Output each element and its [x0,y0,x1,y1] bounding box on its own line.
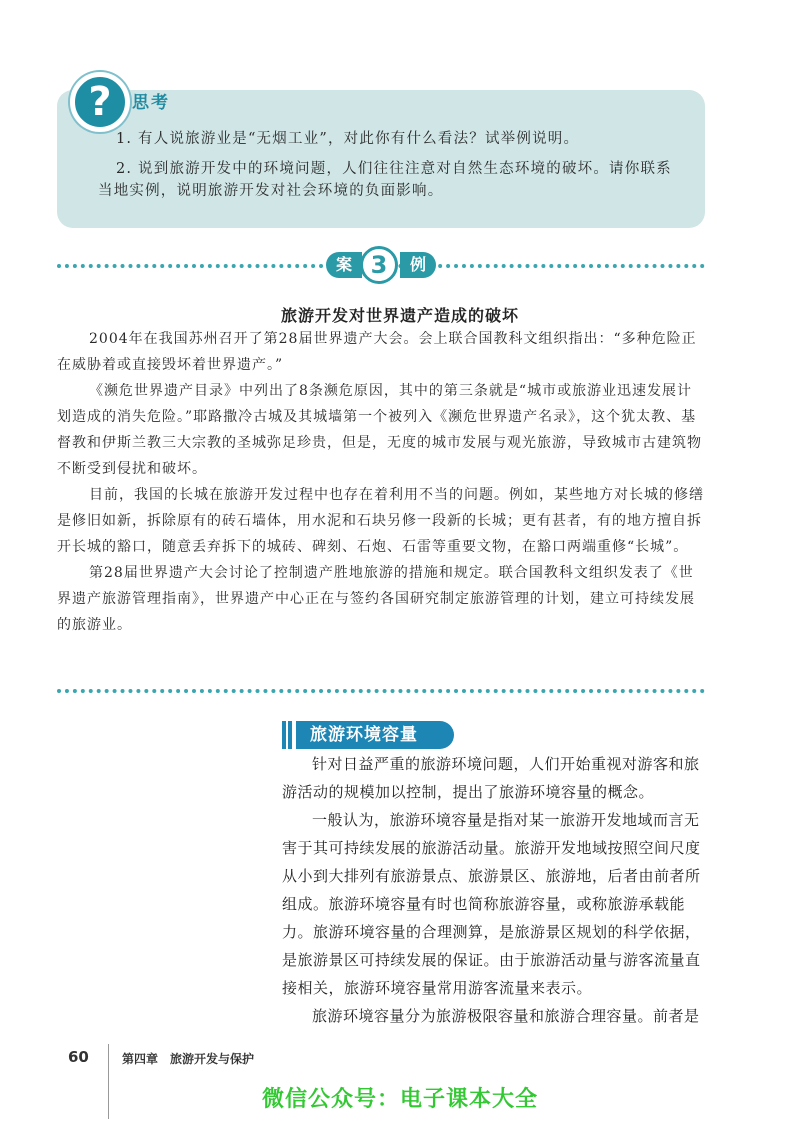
chapter-number: 第四章 [122,1052,159,1066]
body-paragraph: 一般认为，旅游环境容量是指对某一旅游开发地域而言无害于其可持续发展的旅游活动量。旅游开发地域按照空间尺度从小到大排列有旅游景点、旅游景区、旅游地，后者由前者所组成。旅游环境容量有时也简称旅游容量，或称旅游承载能力。旅游环境容量的合理测算，是旅游景区规划的科学依据，是旅游景区可持续发展的保证。由于旅游活动量与游客流量直接相关，旅游环境容量常用游客流量来表示。 [282,811,701,997]
think-question-1: 1. 有人说旅游业是“无烟工业”，对此你有什么看法？试举例说明。 [116,131,580,147]
case-bottom-divider [57,689,705,693]
case-paragraph: 2004年在我国苏州召开了第28届世界遗产大会。会上联合国教科文组织指出：“多种危险正在威胁着或直接毁坏着世界遗产。” [57,331,697,373]
case-label-left: 案 [326,252,362,278]
watermark: 微信公众号：电子课本大全 [261,1087,538,1112]
chapter-title: 旅游开发与保护 [170,1052,255,1066]
think-question-2: 2. 说到旅游开发中的环境问题，人们往往注意对自然生态环境的破坏。请你联系当地实例，说明旅游开发对社会环境的负面影响。 [98,161,672,199]
case-number: 3 [360,246,398,284]
case-label-right: 例 [400,252,436,278]
body-paragraph: 针对日益严重的旅游环境问题，人们开始重视对游客和旅游活动的规模加以控制，提出了旅游环境容量的概念。 [282,755,700,801]
section-bars-icon [282,721,294,749]
section-body [282,750,706,1030]
section-heading [282,721,457,749]
think-title: 思考 [132,93,170,113]
case-body [57,326,705,638]
chapter-label [122,1050,266,1067]
page-number: 60 [68,1048,89,1066]
section-title: 旅游环境容量 [296,721,454,749]
case-paragraph: 第28届世界遗产大会讨论了控制遗产胜地旅游的措施和规定。联合国教科文组织发表了《世界遗产旅游管理指南》，世界遗产中心正在与签约各国研究制定旅游管理的计划，建立可持续发展的旅游业。 [57,565,695,633]
question-icon: ? [70,72,130,132]
case-banner [326,246,436,284]
case-paragraph: 《濒危世界遗产目录》中列出了8条濒危原因，其中的第三条就是“城市或旅游业迅速发展计划造成的消失危险。”耶路撒冷古城及其城墙第一个被列入《濒危世界遗产名录》，这个犹太教、基督教和伊斯兰教三大宗教的圣城弥足珍贵，但是，无度的城市发展与观光旅游，导致城市古建筑物不断受到侵扰和破坏。 [57,383,702,477]
case-title: 旅游开发对世界遗产造成的破坏 [280,306,519,325]
body-paragraph: 旅游环境容量分为旅游极限容量和旅游合理容量。前者是 [312,1007,700,1025]
case-paragraph: 目前，我国的长城在旅游开发过程中也存在着利用不当的问题。例如，某些地方对长城的修缮是修旧如新，拆除原有的砖石墙体，用水泥和石块另修一段新的长城；更有甚者，有的地方擅自拆开长城的豁口，随意丢弃拆下的城砖、碑刻、石炮、石雷等重要文物，在豁口两端重修“长城”。 [57,487,704,555]
